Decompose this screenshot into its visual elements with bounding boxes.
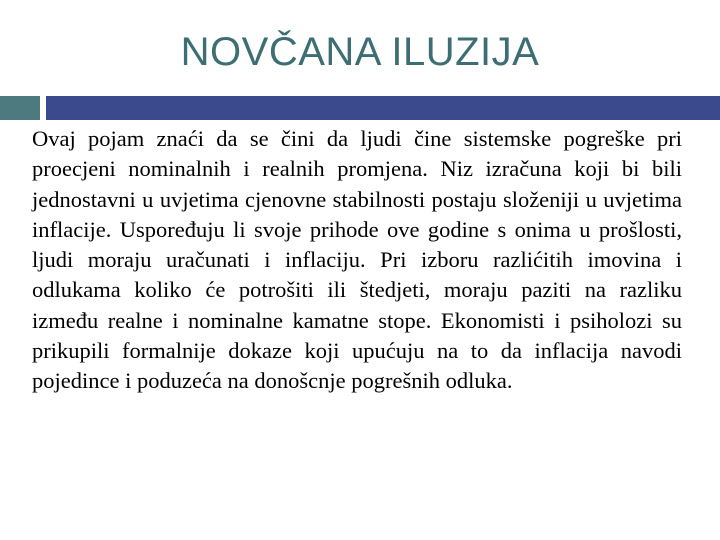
title-accent-bar-left (0, 96, 40, 120)
slide-body-text: Ovaj pojam znaći da se čini da ljudi čine sistemske pogreške pri proecjeni nominalnih i realnih promjena. Niz izračuna koji bi bili jednostavni u uvjetima cjenovne stabilnosti postaju složeniji u uvjetima inflacije. Uspoređuju li svoje prihode ove godine s onima u prošlosti, ljudi moraju uračunati i inflaciju. Pri izboru razlićitih imovina i odlukama koliko će potrošiti ili štedjeti, moraju paziti na razliku između realne i nominalne kamatne stope. Ekonomisti i psiholozi su prikupili formalnije dokaze koji upućuju na to da inflacija navodi pojedince i poduzeća na donošcnje pogrešnih odluka. (32, 126, 682, 394)
title-accent-bar-right (46, 96, 720, 120)
slide-title: NOVČANA ILUZIJA (180, 30, 540, 74)
